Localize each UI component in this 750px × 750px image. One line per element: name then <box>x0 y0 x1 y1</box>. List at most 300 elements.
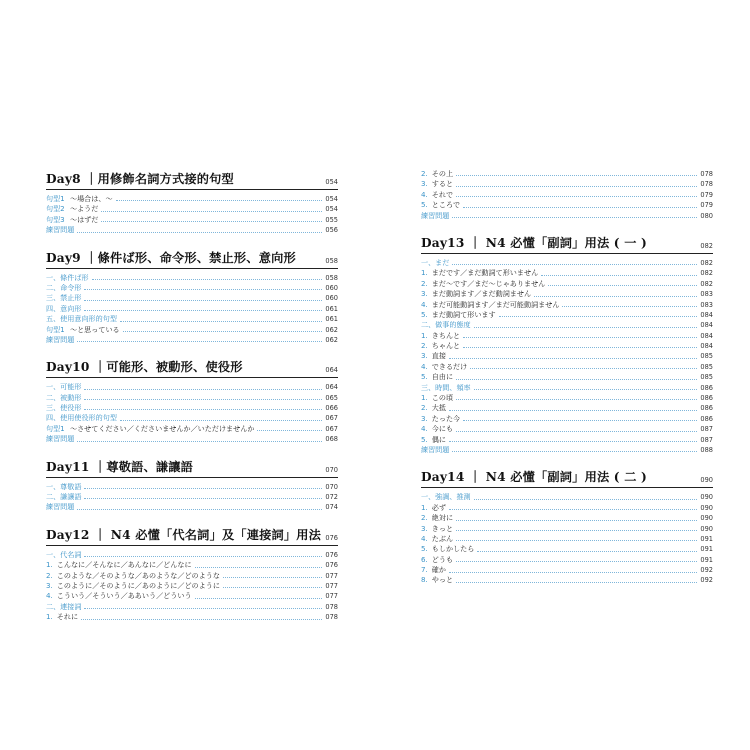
toc-entry[interactable] <box>421 383 713 393</box>
entry-label: きっと <box>431 523 454 533</box>
entry-page-number: 090 <box>700 493 713 502</box>
dotted-leader <box>84 556 322 557</box>
toc-entry[interactable] <box>421 435 713 445</box>
entry-label: 自由に <box>431 372 454 382</box>
toc-entry[interactable] <box>46 571 338 581</box>
dotted-leader <box>449 410 697 411</box>
entry-label: まだです／まだ動詞て形いません <box>431 268 539 278</box>
toc-right-column <box>421 169 713 586</box>
entry-label: それで <box>431 189 454 199</box>
entry-number: 2. <box>421 168 428 178</box>
toc-entry[interactable] <box>46 283 338 293</box>
entry-label: ～させてください／くださいませんか／いただけませんか <box>70 423 255 433</box>
dotted-leader <box>474 389 698 390</box>
entry-label: どうも <box>431 554 454 564</box>
entry-label: やっと <box>431 575 454 585</box>
dotted-leader <box>195 598 323 599</box>
entry-number: 1. <box>421 330 428 340</box>
section-page-number: 082 <box>700 241 713 250</box>
entry-label: 一、強調、推測 <box>421 492 471 502</box>
dotted-leader <box>452 451 697 452</box>
dotted-leader <box>463 337 697 338</box>
toc-entry-list <box>421 258 713 455</box>
entry-label: 絶対に <box>431 513 454 523</box>
entry-page-number: 079 <box>700 201 713 210</box>
entry-page-number: 070 <box>325 482 338 491</box>
dotted-leader <box>84 389 322 390</box>
entry-label: たぶん <box>431 533 454 543</box>
toc-entry[interactable] <box>46 382 338 392</box>
entry-page-number: 084 <box>700 331 713 340</box>
dotted-leader <box>541 275 697 276</box>
entry-page-number: 054 <box>325 205 338 214</box>
entry-label: できるだけ <box>431 361 468 371</box>
toc-entry[interactable] <box>46 325 338 335</box>
toc-entry[interactable] <box>421 341 713 351</box>
entry-label: 四、使用使役形的句型 <box>46 413 117 423</box>
dotted-leader <box>456 431 697 432</box>
entry-page-number: 084 <box>700 310 713 319</box>
toc-entry[interactable] <box>421 403 713 413</box>
section-header <box>46 457 338 478</box>
entry-page-number: 078 <box>700 169 713 178</box>
toc-entry[interactable] <box>46 602 338 612</box>
entry-number: 8. <box>421 575 428 585</box>
entry-page-number: 078 <box>325 613 338 622</box>
entry-page-number: 062 <box>325 335 338 344</box>
entry-label: ～場合は、～ <box>70 193 113 203</box>
entry-label: その上 <box>431 168 454 178</box>
entry-number: 5. <box>421 200 428 210</box>
dotted-leader <box>456 175 697 176</box>
dotted-leader <box>499 316 698 317</box>
entry-page-number: 090 <box>700 524 713 533</box>
entry-label: この頃 <box>431 393 454 403</box>
toc-entry[interactable] <box>421 534 713 544</box>
dotted-leader <box>77 441 322 442</box>
toc-entry[interactable] <box>46 424 338 434</box>
entry-label: 確か <box>431 565 446 575</box>
entry-label: まだ～です／まだ～じゃありません <box>431 278 546 288</box>
dotted-leader <box>116 200 323 201</box>
toc-entry[interactable] <box>421 565 713 575</box>
toc-entry[interactable] <box>421 289 713 299</box>
toc-entry[interactable] <box>46 482 338 492</box>
entry-page-number: 077 <box>325 581 338 590</box>
dotted-leader <box>77 232 322 233</box>
entry-label: 直接 <box>431 351 446 361</box>
entry-number: 4. <box>421 424 428 434</box>
entry-page-number: 072 <box>325 493 338 502</box>
section-title: Day9 ｜條件ば形、命令形、禁止形、意向形 <box>46 250 296 265</box>
section-page-number: 076 <box>325 533 338 542</box>
toc-entry[interactable] <box>421 445 713 455</box>
entry-label: もしかしたら <box>431 544 475 554</box>
entry-label: ～ようだ <box>70 204 99 214</box>
section-page-number: 058 <box>325 256 338 265</box>
entry-number: 1. <box>421 502 428 512</box>
entry-number: 1. <box>46 560 53 570</box>
entry-label: ～と思っている <box>70 324 120 334</box>
entry-page-number: 068 <box>325 435 338 444</box>
entry-number: 3. <box>421 289 428 299</box>
entry-label: 練習問題 <box>421 210 450 220</box>
entry-page-number: 086 <box>700 394 713 403</box>
section-title: Day11 ｜尊敬語、謙讓語 <box>46 459 194 474</box>
toc-entry-list <box>46 382 338 444</box>
entry-page-number: 067 <box>325 414 338 423</box>
toc-entry[interactable] <box>46 492 338 502</box>
toc-entry-list <box>46 550 338 623</box>
toc-entry[interactable] <box>421 200 713 210</box>
toc-entry[interactable] <box>46 612 338 622</box>
entry-page-number: 085 <box>700 373 713 382</box>
entry-label: まだ可能動詞ます／まだ可能動詞ません <box>431 299 560 309</box>
dotted-leader <box>92 279 323 280</box>
dotted-leader <box>223 577 322 578</box>
entry-page-number: 088 <box>700 445 713 454</box>
dotted-leader <box>562 306 697 307</box>
entry-number: 5. <box>421 309 428 319</box>
toc-entry[interactable] <box>46 204 338 214</box>
entry-page-number: 085 <box>700 352 713 361</box>
entry-number: 2. <box>421 278 428 288</box>
entry-page-number: 055 <box>325 215 338 224</box>
entry-page-number: 086 <box>700 404 713 413</box>
entry-page-number: 065 <box>325 393 338 402</box>
dotted-leader <box>84 300 322 301</box>
dotted-leader <box>120 420 322 421</box>
entry-page-number: 058 <box>325 273 338 282</box>
entry-page-number: 062 <box>325 325 338 334</box>
entry-label: すると <box>431 179 454 189</box>
entry-label: こんなに／そんなに／あんなに／どんなに <box>56 560 192 570</box>
entry-page-number: 091 <box>700 545 713 554</box>
toc-entry[interactable] <box>421 576 713 586</box>
section-header <box>46 525 338 546</box>
entry-page-number: 083 <box>700 300 713 309</box>
toc-entry-list <box>46 482 338 513</box>
entry-number: 4. <box>46 591 53 601</box>
toc-entry[interactable] <box>421 393 713 403</box>
toc-entry[interactable] <box>421 268 713 278</box>
toc-entry[interactable] <box>46 273 338 283</box>
entry-page-number: 076 <box>325 550 338 559</box>
dotted-leader <box>474 499 698 500</box>
entry-number: 1. <box>46 612 53 622</box>
toc-entry[interactable] <box>46 304 338 314</box>
entry-page-number: 078 <box>700 180 713 189</box>
section-page-number: 054 <box>325 178 338 186</box>
dotted-leader <box>449 441 697 442</box>
toc-entry[interactable] <box>421 372 713 382</box>
entry-number: 句型3 <box>46 214 65 224</box>
entry-label: 三、時間、頻率 <box>421 382 471 392</box>
entry-label: 練習問題 <box>46 502 75 512</box>
entry-label: 偶に <box>431 434 446 444</box>
entry-label: ところで <box>431 200 461 210</box>
entry-page-number: 086 <box>700 414 713 423</box>
entry-page-number: 077 <box>325 571 338 580</box>
toc-entry[interactable] <box>421 492 713 502</box>
entry-label: 練習問題 <box>421 444 450 454</box>
toc-entry[interactable] <box>46 434 338 444</box>
toc-entry-list <box>421 492 713 586</box>
toc-entry[interactable] <box>46 581 338 591</box>
entry-page-number: 060 <box>325 294 338 303</box>
entry-page-number: 090 <box>700 514 713 523</box>
entry-number: 2. <box>46 570 53 580</box>
entry-label: 二、謙讓語 <box>46 492 82 502</box>
entry-page-number: 060 <box>325 283 338 292</box>
dotted-leader <box>84 289 322 290</box>
entry-page-number: 082 <box>700 258 713 267</box>
entry-page-number: 090 <box>700 503 713 512</box>
toc-entry[interactable] <box>421 211 713 221</box>
entry-label: 大抵 <box>431 403 446 413</box>
toc-entry[interactable] <box>46 314 338 324</box>
dotted-leader <box>456 540 697 541</box>
entry-number: 4. <box>421 189 428 199</box>
entry-label: それに <box>56 612 79 622</box>
entry-label: 今にも <box>431 424 454 434</box>
toc-entry[interactable] <box>421 524 713 534</box>
toc-entry[interactable] <box>421 169 713 179</box>
entry-number: 句型1 <box>46 423 65 433</box>
section-header <box>46 248 338 269</box>
entry-page-number: 087 <box>700 425 713 434</box>
entry-label: 三、使役形 <box>46 403 82 413</box>
dotted-leader <box>120 321 322 322</box>
entry-page-number: 084 <box>700 321 713 330</box>
entry-label: ちゃんと <box>431 341 461 351</box>
entry-label: きちんと <box>431 330 461 340</box>
entry-page-number: 085 <box>700 362 713 371</box>
dotted-leader <box>456 399 697 400</box>
toc-entry[interactable] <box>46 502 338 512</box>
section-title: Day13 ｜ N4 必懂「副詞」用法 ( 一 ) <box>421 235 647 250</box>
entry-page-number: 061 <box>325 315 338 324</box>
section-page-number: 090 <box>700 476 713 485</box>
entry-number: 1. <box>421 393 428 403</box>
toc-entry[interactable] <box>421 503 713 513</box>
toc-left-column <box>46 169 338 623</box>
entry-number: 3. <box>421 351 428 361</box>
entry-page-number: 067 <box>325 424 338 433</box>
dotted-leader <box>477 551 697 552</box>
toc-entry[interactable] <box>46 560 338 570</box>
toc-entry[interactable] <box>421 300 713 310</box>
dotted-leader <box>463 347 697 348</box>
entry-page-number: 082 <box>700 279 713 288</box>
entry-label: 練習問題 <box>46 434 75 444</box>
entry-label: 必ず <box>431 502 446 512</box>
toc-entry[interactable] <box>46 194 338 204</box>
entry-number: 6. <box>421 554 428 564</box>
entry-number: 1. <box>421 268 428 278</box>
dotted-leader <box>101 211 322 212</box>
entry-page-number: 083 <box>700 290 713 299</box>
dotted-leader <box>223 587 322 588</box>
toc-entry[interactable] <box>46 413 338 423</box>
dotted-leader <box>77 341 322 342</box>
dotted-leader <box>84 488 322 489</box>
dotted-leader <box>84 608 322 609</box>
toc-entry[interactable] <box>421 258 713 268</box>
entry-number: 句型2 <box>46 204 65 214</box>
entry-label: 一、まだ <box>421 257 450 267</box>
toc-entry-list <box>421 169 713 221</box>
toc-entry-list <box>46 273 338 346</box>
toc-entry[interactable] <box>421 310 713 320</box>
toc-entry[interactable] <box>421 351 713 361</box>
entry-page-number: 074 <box>325 503 338 512</box>
entry-label: たった今 <box>431 413 461 423</box>
entry-number: 3. <box>421 413 428 423</box>
toc-entry[interactable] <box>421 179 713 189</box>
toc-entry[interactable] <box>421 190 713 200</box>
dotted-leader <box>81 619 322 620</box>
toc-entry[interactable] <box>421 414 713 424</box>
dotted-leader <box>456 520 697 521</box>
entry-page-number: 092 <box>700 566 713 575</box>
dotted-leader <box>452 264 697 265</box>
toc-entry[interactable] <box>421 362 713 372</box>
entry-page-number: 091 <box>700 555 713 564</box>
section-header <box>46 357 338 378</box>
toc-entry[interactable] <box>46 225 338 235</box>
entry-label: 三、禁止形 <box>46 293 82 303</box>
entry-page-number: 091 <box>700 534 713 543</box>
entry-label: 五、使用意向形的句型 <box>46 314 117 324</box>
entry-page-number: 066 <box>325 404 338 413</box>
entry-page-number: 077 <box>325 592 338 601</box>
entry-label: 練習問題 <box>46 225 75 235</box>
dotted-leader <box>470 368 697 369</box>
entry-label: 四、意向形 <box>46 303 82 313</box>
entry-number: 句型1 <box>46 324 65 334</box>
entry-label: 二、做事的態度 <box>421 320 471 330</box>
entry-number: 2. <box>421 403 428 413</box>
dotted-leader <box>463 207 697 208</box>
entry-page-number: 076 <box>325 561 338 570</box>
toc-entry[interactable] <box>421 320 713 330</box>
entry-label: まだ動詞て形います <box>431 309 496 319</box>
toc-entry[interactable] <box>46 591 338 601</box>
dotted-leader <box>449 509 697 510</box>
entry-page-number: 087 <box>700 435 713 444</box>
entry-number: 2. <box>421 341 428 351</box>
section-title: Day12 ｜ N4 必懂「代名詞」及「連接詞」用法 <box>46 527 322 542</box>
entry-page-number: 092 <box>700 576 713 585</box>
toc-entry[interactable] <box>46 215 338 225</box>
entry-page-number: 056 <box>325 226 338 235</box>
toc-entry[interactable] <box>421 555 713 565</box>
entry-number: 7. <box>421 565 428 575</box>
entry-number: 4. <box>421 533 428 543</box>
entry-label: 二、命令形 <box>46 282 82 292</box>
dotted-leader <box>84 399 322 400</box>
dotted-leader <box>456 196 697 197</box>
section-page-number: 064 <box>325 366 338 375</box>
toc-entry[interactable] <box>46 550 338 560</box>
dotted-leader <box>257 430 322 431</box>
entry-page-number: 078 <box>325 602 338 611</box>
entry-label: ～はずだ <box>70 214 99 224</box>
entry-page-number: 084 <box>700 342 713 351</box>
dotted-leader <box>534 296 697 297</box>
entry-number: 2. <box>421 513 428 523</box>
dotted-leader <box>548 285 697 286</box>
toc-entry[interactable] <box>46 403 338 413</box>
toc-entry[interactable] <box>421 544 713 554</box>
dotted-leader <box>456 186 697 187</box>
entry-number: 3. <box>46 580 53 590</box>
entry-number: 5. <box>421 544 428 554</box>
toc-entry[interactable] <box>46 293 338 303</box>
section-title: Day10 ｜可能形、被動形、使役形 <box>46 360 243 375</box>
entry-label: 一、條件ば形 <box>46 272 89 282</box>
dotted-leader <box>456 582 697 583</box>
entry-page-number: 064 <box>325 383 338 392</box>
entry-number: 3. <box>421 523 428 533</box>
dotted-leader <box>123 331 323 332</box>
dotted-leader <box>84 498 322 499</box>
toc-entry[interactable] <box>46 393 338 403</box>
entry-label: 一、可能形 <box>46 382 82 392</box>
toc-entry[interactable] <box>421 424 713 434</box>
section-page-number: 070 <box>325 465 338 474</box>
entry-page-number: 054 <box>325 194 338 203</box>
entry-page-number: 086 <box>700 383 713 392</box>
entry-label: まだ動詞ます／まだ動詞ません <box>431 289 532 299</box>
dotted-leader <box>101 221 322 222</box>
dotted-leader <box>84 409 322 410</box>
dotted-leader <box>456 530 697 531</box>
section-header <box>421 467 713 488</box>
dotted-leader <box>474 327 698 328</box>
section-title: Day8 ｜用修飾名詞方式接的句型 <box>46 172 234 186</box>
entry-label: 一、尊敬語 <box>46 481 82 491</box>
entry-number: 5. <box>421 372 428 382</box>
dotted-leader <box>449 358 697 359</box>
toc-entry[interactable] <box>421 279 713 289</box>
entry-number: 5. <box>421 434 428 444</box>
section-title: Day14 ｜ N4 必懂「副詞」用法 ( 二 ) <box>421 470 647 485</box>
entry-label: 一、代名詞 <box>46 549 82 559</box>
entry-number: 4. <box>421 299 428 309</box>
toc-entry[interactable] <box>421 331 713 341</box>
entry-number: 3. <box>421 179 428 189</box>
section-header <box>421 233 713 254</box>
entry-page-number: 061 <box>325 304 338 313</box>
toc-entry-list <box>46 194 338 236</box>
dotted-leader <box>456 561 697 562</box>
entry-number: 4. <box>421 361 428 371</box>
dotted-leader <box>463 420 697 421</box>
toc-entry[interactable] <box>46 335 338 345</box>
entry-label: 練習問題 <box>46 334 75 344</box>
entry-label: このように／そのように／あのように／どのように <box>56 580 220 590</box>
entry-number: 句型1 <box>46 193 65 203</box>
entry-label: このような／そのような／あのような／どのような <box>56 570 220 580</box>
dotted-leader <box>77 509 322 510</box>
entry-label: 二、被動形 <box>46 392 82 402</box>
dotted-leader <box>456 379 697 380</box>
entry-page-number: 082 <box>700 269 713 278</box>
toc-entry[interactable] <box>421 513 713 523</box>
section-header <box>46 169 338 190</box>
